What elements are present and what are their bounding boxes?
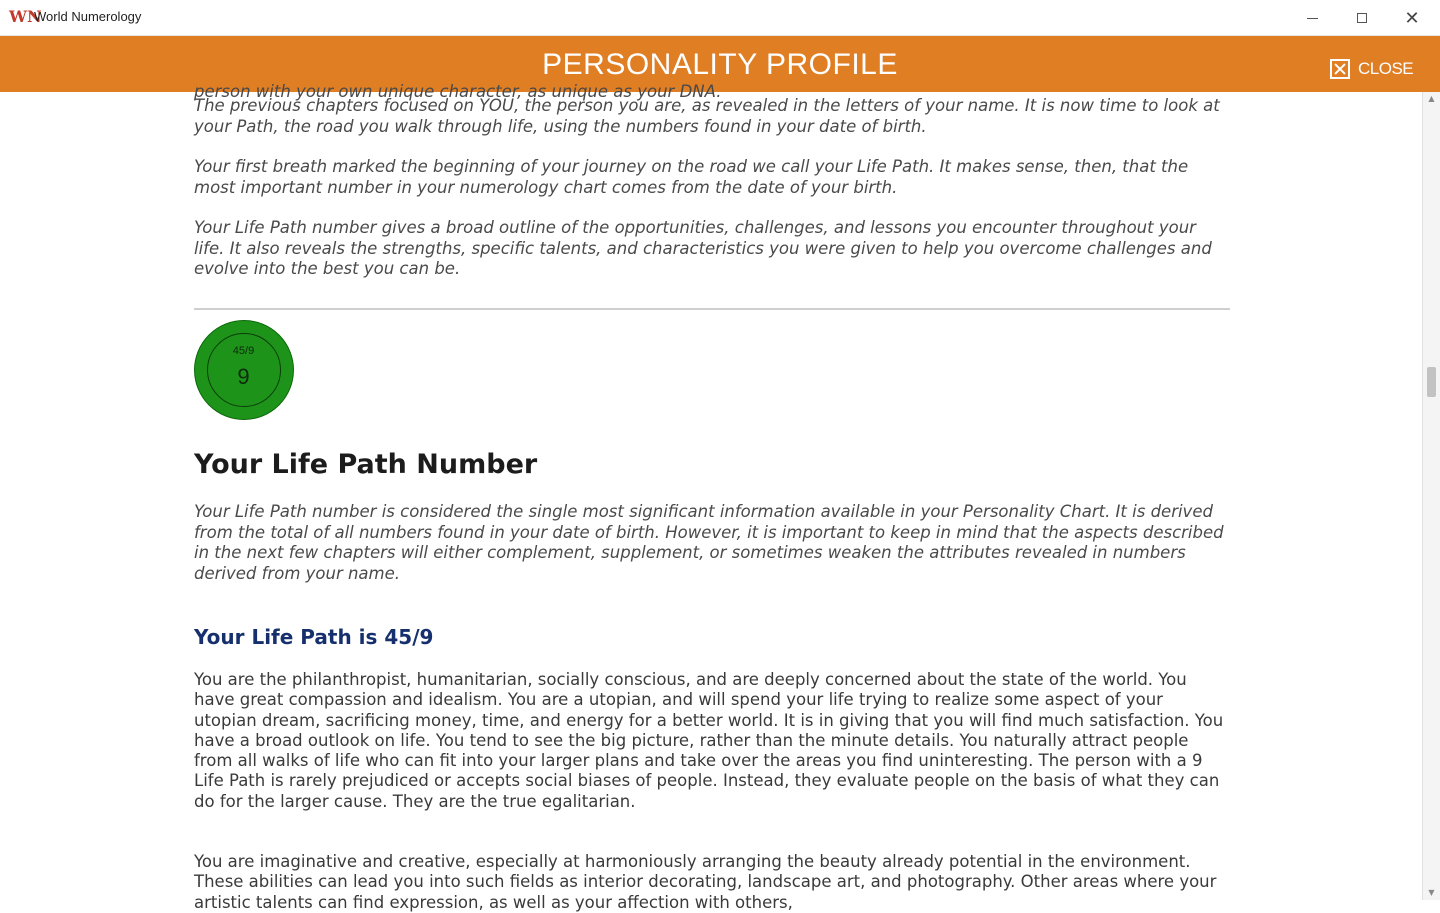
maximize-icon	[1357, 13, 1367, 23]
badge-compound-number: 45/9	[232, 345, 255, 357]
scroll-thumb[interactable]	[1427, 367, 1436, 397]
section-divider	[194, 308, 1230, 310]
partial-line: person with your own unique character, as unique as your DNA.	[194, 82, 722, 101]
vertical-scrollbar[interactable]	[1422, 92, 1440, 900]
window-title: World Numerology	[34, 9, 142, 24]
result-paragraph: You are the philanthropist, humanitarian, socially conscious, and are deeply concerned about the state of the world. You have great compassion and idealism. You are a utopian, and will spend your life trying to realize some aspect of your utopian dream, sacrificing money, time, and energy for a better world. It is in giving that you will find much satisfaction. You have a broad outlook on life. You tend to see the big picture, rather than the minute details. You naturally attract people from all walks of life who can fit into your larger plans and take over the areas you find uninteresting. The person with a 9 Life Path is rarely prejudiced or accepts social biases of people. Instead, they evaluate people on the basis of what they can do for the larger cause. They are the true egalitarian.	[194, 670, 1224, 811]
minimize-icon	[1307, 18, 1318, 19]
section-description: Your Life Path number is considered the single most significant information available in your Personality Chart. It is derived from the total of all numbers found in your date of birth. However, it is important to keep in mind that the aspects described in the next few chapters will either complement, supplement, or sometimes weaken the attributes revealed in numbers derived from your name.	[194, 502, 1224, 583]
section-title: Your Life Path Number	[194, 449, 538, 480]
window-titlebar	[0, 0, 1440, 36]
close-label: CLOSE	[1358, 59, 1414, 78]
minimize-button[interactable]	[1288, 0, 1336, 36]
intro-paragraph: Your Life Path number gives a broad outline of the opportunities, challenges, and lessons you encounter throughout your life. It also reveals the strengths, specific talents, and characteristics you were given to help you overcome challenges and evolve into the best you can be.	[194, 218, 1212, 278]
badge-number: 9	[237, 364, 250, 389]
profile-content	[0, 82, 1422, 912]
maximize-button[interactable]	[1338, 0, 1386, 36]
scroll-down-icon[interactable]: ▼	[1428, 888, 1435, 897]
app-logo-icon: WN	[9, 7, 42, 26]
intro-paragraph: The previous chapters focused on YOU, the person you are, as revealed in the letters of your name. It is now time to look at your Path, the road you walk through life, using the numbers found in your date of birth.	[194, 96, 1220, 136]
result-title: Your Life Path is 45/9	[194, 625, 434, 649]
close-icon	[1330, 59, 1350, 79]
intro-paragraph: Your first breath marked the beginning of your journey on the road we call your Life Path. It makes sense, then, that the most important number in your numerology chart comes from the date of your birth.	[194, 157, 1189, 197]
window-close-button[interactable]: ✕	[1404, 7, 1420, 29]
badge-ring	[207, 333, 281, 407]
page-title: PERSONALITY PROFILE	[542, 48, 898, 81]
life-path-badge	[194, 320, 294, 420]
result-paragraph: You are imaginative and creative, especially at harmoniously arranging the beauty already potential in the environment. These abilities can lead you into such fields as interior decorating, landscape art, and photography. Other areas where your artistic talents can find expression, as well as your affection with others,	[194, 852, 1217, 912]
scroll-up-icon[interactable]: ▲	[1428, 94, 1435, 103]
close-button[interactable]	[1330, 57, 1413, 81]
intro-section	[194, 96, 1230, 300]
